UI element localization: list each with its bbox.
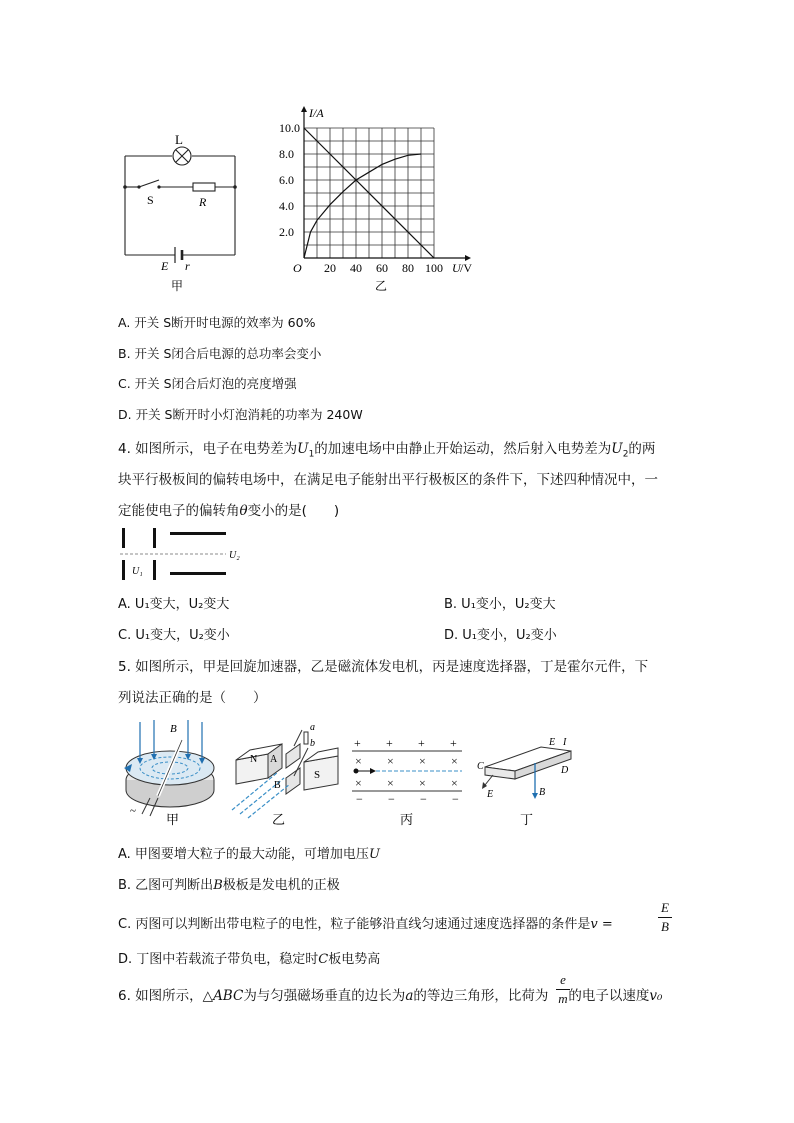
graph-ylabel: I/A	[309, 106, 324, 120]
svg-text:+: +	[418, 736, 425, 750]
svg-text:×: ×	[387, 754, 394, 768]
q4-line2: 块平行极板间的偏转电场中，在满足电子能射出平行极板区的条件下，下述四种情况中，一	[118, 472, 658, 488]
q3-option-d: D. 开关 S断开时小灯泡消耗的功率为 240W	[118, 407, 363, 422]
lamp-label: L	[175, 132, 183, 147]
q5-option-c: C. 丙图可以判断出带电粒子的电性，粒子能够沿直线匀速通过速度选择器的条件是v =	[118, 917, 613, 932]
cyclotron-b-label: B	[170, 723, 177, 735]
svg-text:~: ~	[130, 805, 136, 817]
svg-text:−: −	[420, 792, 427, 806]
q4-line1: 4. 如图所示，电子在电势差为$U_1$的加速电场中由静止开始运动，然后射入电势差为$U_2$的两	[118, 441, 656, 460]
caption-ding: 丁	[520, 812, 534, 827]
cyclotron-figure	[118, 718, 223, 828]
graph-axes	[301, 106, 471, 261]
y-tick-label: 6.0	[279, 173, 294, 187]
q5-option-d: D. 丁图中若载流子带负电，稳定时C板电势高	[118, 952, 381, 967]
hall-e-label: E	[549, 737, 556, 748]
mhd-generator-figure	[228, 718, 348, 828]
iu-graph	[275, 102, 485, 297]
svg-text:−: −	[356, 792, 363, 806]
q5-line1: 5. 如图所示，甲是回旋加速器，乙是磁流体发电机，丙是速度选择器，丁是霍尔元件，下	[118, 659, 649, 675]
svg-text:×: ×	[355, 754, 362, 768]
resistor-label: R	[199, 195, 207, 209]
q4-option-c: C. U₁变大，U₂变小	[118, 628, 230, 643]
svg-text:−: −	[388, 792, 395, 806]
circuit-diagram	[115, 128, 245, 293]
y-tick-label: 8.0	[279, 147, 294, 161]
q5-line2: 列说法正确的是（ ）	[118, 690, 267, 706]
hall-i-label: I	[563, 737, 567, 748]
circuit-caption: 甲	[171, 279, 184, 293]
lamp-icon	[173, 147, 191, 165]
x-tick-label: 40	[350, 261, 362, 275]
svg-text:×: ×	[387, 776, 394, 790]
q3-option-b: B. 开关 S闭合后电源的总功率会变小	[118, 346, 322, 361]
q4-option-b: B. U₁变小，U₂变大	[444, 597, 556, 612]
graph-xlabel-var: U	[452, 261, 461, 275]
y-tick-label: 4.0	[279, 199, 294, 213]
svg-text:+: +	[450, 736, 457, 750]
q6-fraction: e m	[556, 972, 570, 1007]
q4-option-d: D. U₁变小，U₂变小	[444, 628, 557, 643]
q4-option-a: A. U₁变大，U₂变大	[118, 597, 230, 612]
caption-jia: 甲	[166, 812, 180, 827]
q4-fig-u2: U₂	[229, 550, 240, 561]
q4-deflection-figure	[118, 526, 248, 582]
mhd-n-label: N	[250, 754, 258, 765]
x-tick-label: 80	[402, 261, 414, 275]
mhd-a-plate-label: A	[270, 754, 278, 765]
q5-optc-fraction: E B	[658, 900, 672, 935]
q6-line1: 6. 如图所示，△ABC为与匀强磁场垂直的边长为a的等边三角形，比荷为 的电子以速度v₀	[118, 988, 663, 1004]
svg-text:×: ×	[419, 754, 426, 768]
hall-element-figure	[475, 735, 585, 828]
internal-r-label: r	[185, 259, 190, 273]
svg-text:+: +	[386, 736, 393, 750]
q3-option-a: A. 开关 S断开时电源的效率为 60%	[118, 315, 316, 330]
mhd-s-label: S	[314, 769, 321, 781]
svg-text:×: ×	[451, 754, 458, 768]
y-tick-label: 10.0	[279, 121, 300, 135]
graph-origin: O	[293, 261, 302, 275]
switch-label: S	[147, 193, 154, 207]
mhd-b-label: b	[310, 738, 315, 749]
svg-text:×: ×	[355, 776, 362, 790]
x-tick-label: 100	[425, 261, 443, 275]
hall-d-label: D	[561, 765, 569, 776]
y-axis-arrow	[301, 106, 307, 112]
hall-e2-label: E	[487, 789, 494, 800]
resistor-icon	[193, 183, 215, 191]
x-tick-label: 60	[376, 261, 388, 275]
graph-caption: 乙	[375, 279, 388, 293]
emf-label: E	[161, 259, 169, 273]
q5-option-b: B. 乙图可判断出B极板是发电机的正极	[118, 878, 340, 893]
q4-line3: 定能使电子的偏转角θ变小的是( )	[118, 503, 340, 519]
svg-text:×: ×	[419, 776, 426, 790]
velocity-selector-figure	[350, 735, 465, 828]
q4-u2: U	[611, 441, 623, 457]
q3-option-c: C. 开关 S闭合后灯泡的亮度增强	[118, 376, 297, 391]
caption-bing: 丙	[400, 812, 414, 827]
mhd-a-label: a	[310, 722, 315, 733]
y-tick-label: 2.0	[279, 225, 294, 239]
svg-text:−: −	[452, 792, 459, 806]
svg-text:×: ×	[451, 776, 458, 790]
mhd-b-plate-label: B	[274, 780, 281, 791]
q5-option-a: A. 甲图要增大粒子的最大动能，可增加电压U	[118, 847, 380, 862]
x-tick-label: 20	[324, 261, 336, 275]
graph-xlabel-unit: /V	[460, 261, 472, 275]
q4-fig-u1: U₁	[132, 566, 143, 577]
q4-u1: U	[297, 441, 309, 457]
hall-c-label: C	[477, 761, 484, 772]
hall-b-label: B	[539, 787, 546, 798]
svg-text:+: +	[354, 736, 361, 750]
caption-yi: 乙	[272, 812, 286, 827]
